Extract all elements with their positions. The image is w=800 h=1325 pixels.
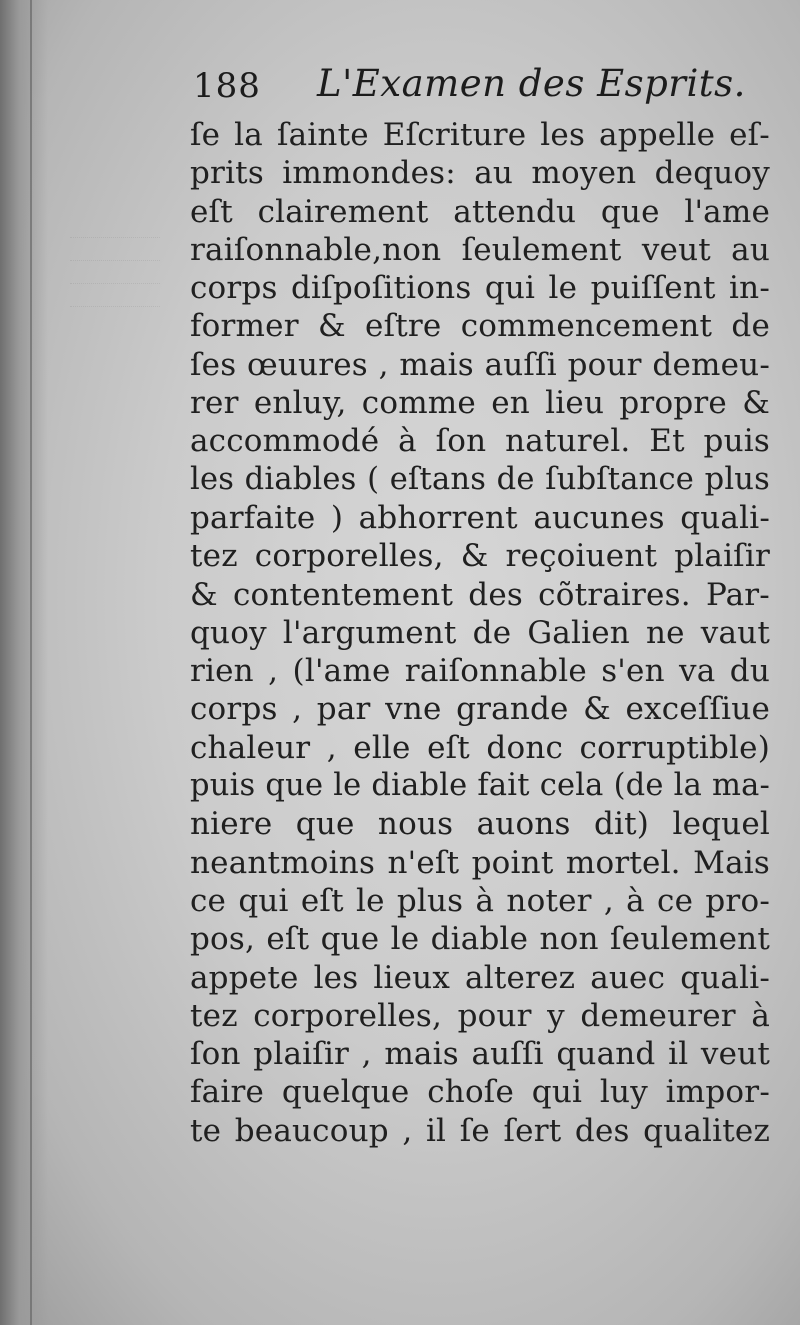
text-line: prits immondes: au moyen dequoy	[190, 155, 770, 192]
text-line: pos, eſt que le diable non ſeulement	[190, 921, 770, 958]
binding-edge	[30, 0, 32, 1325]
text-line: corps , par vne grande & exceſſiue	[190, 691, 770, 728]
text-line: ſon plaiſir , mais auſſi quand il veut	[190, 1036, 770, 1073]
text-line: accommodé à ſon naturel. Et puis	[190, 423, 770, 460]
text-line: ſe la ſainte Eſcriture les appelle eſ-	[190, 117, 770, 153]
text-line: rer enluy, comme en lieu propre &	[190, 385, 770, 422]
page-number: 188	[193, 66, 261, 106]
text-line: neantmoins n'eſt point mortel. Mais	[190, 844, 770, 881]
bleed-mark	[70, 284, 160, 307]
text-line: te beaucoup , il ſe ſert des qualitez	[190, 1112, 770, 1149]
text-line: quoy l'argument de Galien ne vaut	[190, 614, 770, 651]
text-line: ſes œuures , mais auſſi pour demeu-	[190, 346, 770, 383]
text-line: puis que le diable fait cela (de la ma-	[190, 768, 770, 804]
text-line: tez corporelles, & reçoiuent plaiſir	[190, 538, 770, 575]
bleed-mark	[70, 238, 160, 261]
text-line: faire quelque choſe qui luy impor-	[190, 1074, 770, 1111]
bleed-through-marks	[70, 215, 180, 307]
text-line: rien , (l'ame raiſonnable s'en va du	[190, 653, 770, 690]
bleed-mark	[70, 261, 160, 284]
text-line: niere que nous auons dit) lequel	[190, 806, 770, 843]
text-line: raiſonnable,non ſeulement veut au	[190, 231, 770, 268]
text-line: & contentement des cõtraires. Par-	[190, 576, 770, 613]
text-line: chaleur , elle eſt donc corruptible)	[190, 729, 770, 766]
text-line: corps diſpoſitions qui le puiſſent in-	[190, 270, 770, 307]
running-title: L'Examen des Esprits.	[317, 62, 746, 105]
text-line: les diables ( eſtans de ſubſtance plus	[190, 461, 770, 497]
text-line: ce qui eſt le plus à noter , à ce pro-	[190, 882, 770, 919]
text-line: appete les lieux alterez auec quali-	[190, 959, 770, 996]
body-text	[190, 116, 770, 1150]
running-header	[193, 62, 763, 110]
text-line: tez corporelles, pour y demeurer à	[190, 997, 770, 1034]
gutter-shadow	[0, 0, 48, 1325]
text-line: eſt clairement attendu que l'ame	[190, 193, 770, 230]
text-line: former & eſtre commencement de	[190, 308, 770, 345]
bleed-mark	[70, 215, 160, 238]
text-line: parfaite ) abhorrent aucunes quali-	[190, 499, 770, 536]
